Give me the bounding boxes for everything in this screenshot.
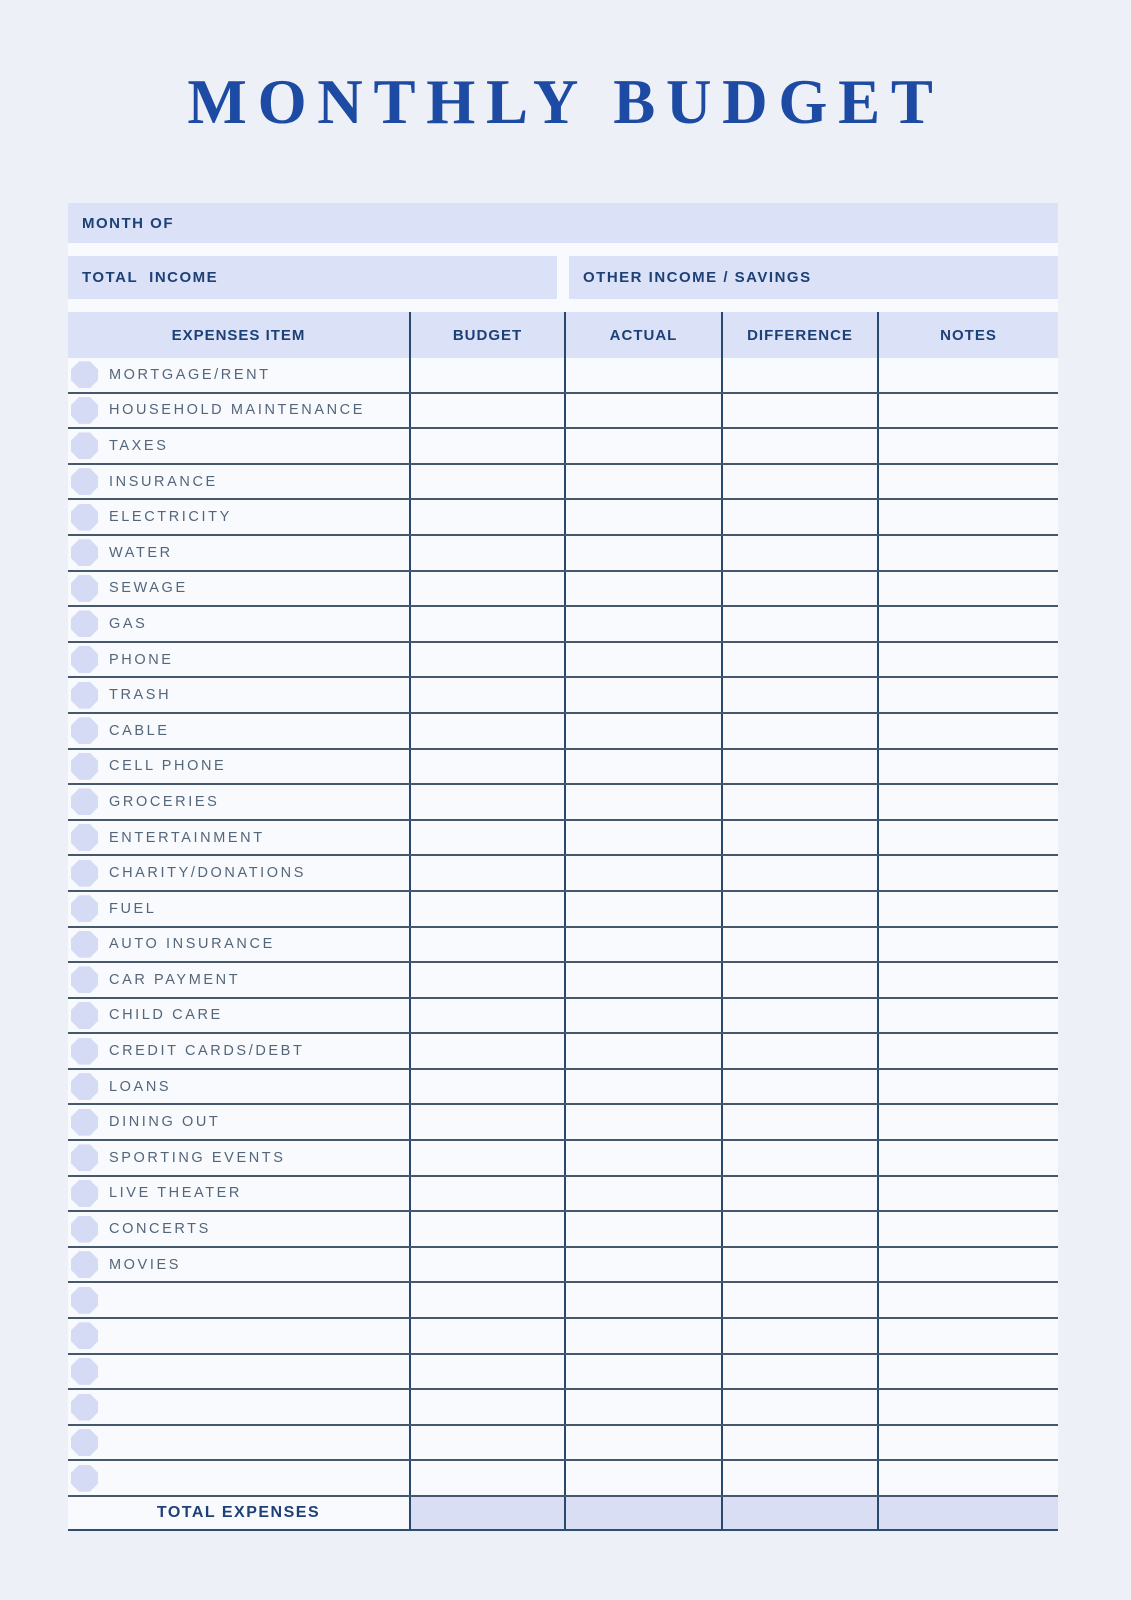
header-expenses-item: EXPENSES ITEM bbox=[171, 326, 306, 344]
actual-cell[interactable] bbox=[564, 572, 721, 606]
expense-item-label: MOVIES bbox=[109, 1256, 181, 1273]
table-row bbox=[68, 1319, 1058, 1355]
budget-cell[interactable] bbox=[409, 678, 564, 712]
notes-cell[interactable] bbox=[877, 785, 1058, 819]
notes-cell[interactable] bbox=[877, 1034, 1058, 1068]
notes-cell[interactable] bbox=[877, 394, 1058, 428]
difference-cell[interactable] bbox=[721, 1319, 877, 1353]
budget-cell[interactable] bbox=[409, 1212, 564, 1246]
budget-cell[interactable] bbox=[409, 1426, 564, 1460]
expense-item-label: DINING OUT bbox=[109, 1114, 221, 1131]
total-expenses-row bbox=[68, 1497, 1058, 1531]
budget-cell[interactable] bbox=[409, 536, 564, 570]
budget-cell[interactable] bbox=[409, 714, 564, 748]
notes-cell[interactable] bbox=[877, 536, 1058, 570]
table-row bbox=[68, 1390, 1058, 1426]
actual-cell[interactable] bbox=[564, 465, 721, 499]
table-row bbox=[68, 678, 1058, 714]
expense-item-cell bbox=[68, 1248, 409, 1282]
notes-cell[interactable] bbox=[877, 1319, 1058, 1353]
table-row bbox=[68, 465, 1058, 501]
bullet-icon bbox=[71, 966, 98, 993]
bullet-icon bbox=[71, 1251, 98, 1278]
expense-item-cell bbox=[68, 1070, 409, 1104]
actual-cell[interactable] bbox=[564, 1141, 721, 1175]
notes-cell[interactable] bbox=[877, 607, 1058, 641]
actual-cell[interactable] bbox=[564, 1177, 721, 1211]
table-row bbox=[68, 1283, 1058, 1319]
difference-cell[interactable] bbox=[721, 928, 877, 962]
difference-cell[interactable] bbox=[721, 643, 877, 677]
table-row bbox=[68, 892, 1058, 928]
bullet-icon bbox=[71, 1002, 98, 1029]
budget-cell[interactable] bbox=[409, 750, 564, 784]
difference-cell[interactable] bbox=[721, 572, 877, 606]
notes-cell[interactable] bbox=[877, 500, 1058, 534]
expense-item-cell bbox=[68, 1105, 409, 1139]
bullet-icon bbox=[71, 717, 98, 744]
table-row bbox=[68, 928, 1058, 964]
difference-cell[interactable] bbox=[721, 1426, 877, 1460]
actual-cell[interactable] bbox=[564, 856, 721, 890]
notes-cell[interactable] bbox=[877, 1070, 1058, 1104]
expense-item-label: SEWAGE bbox=[109, 580, 188, 597]
difference-cell[interactable] bbox=[721, 358, 877, 392]
table-row bbox=[68, 1141, 1058, 1177]
table-row bbox=[68, 785, 1058, 821]
table-row bbox=[68, 1070, 1058, 1106]
expense-item-label: HOUSEHOLD MAINTENANCE bbox=[109, 402, 366, 419]
bullet-icon bbox=[71, 1144, 98, 1171]
expense-item-cell bbox=[68, 572, 409, 606]
budget-cell[interactable] bbox=[409, 394, 564, 428]
budget-cell[interactable] bbox=[409, 892, 564, 926]
bullet-icon bbox=[71, 1465, 98, 1492]
notes-cell[interactable] bbox=[877, 1212, 1058, 1246]
total-actual-cell[interactable] bbox=[564, 1497, 721, 1529]
actual-cell[interactable] bbox=[564, 1390, 721, 1424]
actual-cell[interactable] bbox=[564, 536, 721, 570]
expense-item-cell bbox=[68, 856, 409, 890]
difference-cell[interactable] bbox=[721, 750, 877, 784]
actual-cell[interactable] bbox=[564, 1034, 721, 1068]
notes-cell[interactable] bbox=[877, 1105, 1058, 1139]
page-title: MONTHLY BUDGET bbox=[187, 67, 944, 137]
difference-cell[interactable] bbox=[721, 1461, 877, 1495]
difference-cell[interactable] bbox=[721, 1390, 877, 1424]
expenses-table bbox=[68, 312, 1058, 1531]
budget-cell[interactable] bbox=[409, 856, 564, 890]
table-row bbox=[68, 1105, 1058, 1141]
expense-item-cell bbox=[68, 394, 409, 428]
notes-cell[interactable] bbox=[877, 429, 1058, 463]
expense-item-cell bbox=[68, 1177, 409, 1211]
actual-cell[interactable] bbox=[564, 1461, 721, 1495]
notes-cell[interactable] bbox=[877, 572, 1058, 606]
other-income-savings-field[interactable] bbox=[569, 256, 1058, 299]
expense-item-cell bbox=[68, 678, 409, 712]
difference-cell[interactable] bbox=[721, 963, 877, 997]
bullet-icon bbox=[71, 1216, 98, 1243]
bullet-icon bbox=[71, 504, 98, 531]
table-row bbox=[68, 1212, 1058, 1248]
bullet-icon bbox=[71, 1073, 98, 1100]
difference-cell[interactable] bbox=[721, 1105, 877, 1139]
table-row bbox=[68, 856, 1058, 892]
budget-cell[interactable] bbox=[409, 821, 564, 855]
actual-cell[interactable] bbox=[564, 1283, 721, 1317]
budget-cell[interactable] bbox=[409, 928, 564, 962]
expense-item-cell bbox=[68, 714, 409, 748]
budget-cell[interactable] bbox=[409, 999, 564, 1033]
expense-item-cell bbox=[68, 1034, 409, 1068]
other-income-savings-label: OTHER INCOME / SAVINGS bbox=[583, 269, 812, 286]
actual-cell[interactable] bbox=[564, 714, 721, 748]
expense-item-cell bbox=[68, 999, 409, 1033]
table-row bbox=[68, 1177, 1058, 1213]
difference-cell[interactable] bbox=[721, 1283, 877, 1317]
header-notes: NOTES bbox=[877, 312, 1058, 358]
expense-item-label: AUTO INSURANCE bbox=[109, 936, 275, 953]
table-row bbox=[68, 394, 1058, 430]
budget-cell[interactable] bbox=[409, 429, 564, 463]
expense-item-cell bbox=[68, 892, 409, 926]
expense-item-label: CAR PAYMENT bbox=[109, 971, 241, 988]
budget-cell[interactable] bbox=[409, 1390, 564, 1424]
actual-cell[interactable] bbox=[564, 1105, 721, 1139]
expense-item-label: FUEL bbox=[109, 900, 157, 917]
expense-item-cell bbox=[68, 1212, 409, 1246]
table-body bbox=[68, 358, 1058, 1497]
difference-cell[interactable] bbox=[721, 607, 877, 641]
budget-cell[interactable] bbox=[409, 465, 564, 499]
difference-cell[interactable] bbox=[721, 536, 877, 570]
total-budget-cell[interactable] bbox=[409, 1497, 564, 1529]
total-notes-cell[interactable] bbox=[877, 1497, 1058, 1529]
notes-cell[interactable] bbox=[877, 928, 1058, 962]
total-expenses-label: TOTAL EXPENSES bbox=[156, 1504, 321, 1521]
expense-item-cell bbox=[68, 785, 409, 819]
header-budget: BUDGET bbox=[409, 312, 564, 358]
expense-item-label: GROCERIES bbox=[109, 793, 220, 810]
expense-item-cell bbox=[68, 429, 409, 463]
notes-cell[interactable] bbox=[877, 750, 1058, 784]
notes-cell[interactable] bbox=[877, 1248, 1058, 1282]
budget-sheet bbox=[68, 203, 1058, 1531]
expense-item-cell bbox=[68, 963, 409, 997]
difference-cell[interactable] bbox=[721, 678, 877, 712]
table-header-row bbox=[68, 312, 1058, 358]
expense-item-cell bbox=[68, 750, 409, 784]
table-row bbox=[68, 1034, 1058, 1070]
bullet-icon bbox=[71, 468, 98, 495]
expense-item-cell bbox=[68, 500, 409, 534]
bullet-icon bbox=[71, 1180, 98, 1207]
budget-cell[interactable] bbox=[409, 1461, 564, 1495]
expense-item-label: CABLE bbox=[109, 722, 170, 739]
bullet-icon bbox=[71, 1038, 98, 1065]
budget-cell[interactable] bbox=[409, 785, 564, 819]
expense-item-cell bbox=[68, 1319, 409, 1353]
expense-item-cell bbox=[68, 465, 409, 499]
actual-cell[interactable] bbox=[564, 999, 721, 1033]
difference-cell[interactable] bbox=[721, 1070, 877, 1104]
expense-item-label: SPORTING EVENTS bbox=[109, 1149, 286, 1166]
budget-cell[interactable] bbox=[409, 1177, 564, 1211]
difference-cell[interactable] bbox=[721, 429, 877, 463]
expense-item-cell bbox=[68, 536, 409, 570]
budget-cell[interactable] bbox=[409, 1248, 564, 1282]
budget-cell[interactable] bbox=[409, 1141, 564, 1175]
month-of-field[interactable] bbox=[68, 203, 1058, 243]
budget-cell[interactable] bbox=[409, 1355, 564, 1389]
expense-item-label: MORTGAGE/RENT bbox=[109, 366, 271, 383]
bullet-icon bbox=[71, 539, 98, 566]
actual-cell[interactable] bbox=[564, 1319, 721, 1353]
expense-item-cell bbox=[68, 821, 409, 855]
notes-cell[interactable] bbox=[877, 821, 1058, 855]
expense-item-label: TRASH bbox=[109, 687, 172, 704]
expense-item-label: WATER bbox=[109, 544, 173, 561]
notes-cell[interactable] bbox=[877, 643, 1058, 677]
total-difference-cell[interactable] bbox=[721, 1497, 877, 1529]
total-income-label: TOTAL INCOME bbox=[82, 269, 219, 286]
budget-cell[interactable] bbox=[409, 607, 564, 641]
actual-cell[interactable] bbox=[564, 607, 721, 641]
table-row bbox=[68, 999, 1058, 1035]
difference-cell[interactable] bbox=[721, 1355, 877, 1389]
difference-cell[interactable] bbox=[721, 892, 877, 926]
bullet-icon bbox=[71, 753, 98, 780]
expense-item-label: CHILD CARE bbox=[109, 1007, 223, 1024]
actual-cell[interactable] bbox=[564, 1426, 721, 1460]
difference-cell[interactable] bbox=[721, 394, 877, 428]
notes-cell[interactable] bbox=[877, 856, 1058, 890]
notes-cell[interactable] bbox=[877, 1426, 1058, 1460]
table-row bbox=[68, 429, 1058, 465]
expense-item-cell bbox=[68, 1141, 409, 1175]
notes-cell[interactable] bbox=[877, 714, 1058, 748]
budget-cell[interactable] bbox=[409, 358, 564, 392]
notes-cell[interactable] bbox=[877, 1283, 1058, 1317]
table-row bbox=[68, 821, 1058, 857]
table-row bbox=[68, 1461, 1058, 1497]
notes-cell[interactable] bbox=[877, 1141, 1058, 1175]
difference-cell[interactable] bbox=[721, 821, 877, 855]
budget-cell[interactable] bbox=[409, 1034, 564, 1068]
bullet-icon bbox=[71, 860, 98, 887]
bullet-icon bbox=[71, 361, 98, 388]
difference-cell[interactable] bbox=[721, 714, 877, 748]
month-of-label: MONTH OF bbox=[82, 214, 174, 232]
bullet-icon bbox=[71, 931, 98, 958]
actual-cell[interactable] bbox=[564, 1355, 721, 1389]
total-income-field[interactable] bbox=[68, 256, 557, 299]
bullet-icon bbox=[71, 824, 98, 851]
table-row bbox=[68, 358, 1058, 394]
bullet-icon bbox=[71, 1394, 98, 1421]
notes-cell[interactable] bbox=[877, 678, 1058, 712]
actual-cell[interactable] bbox=[564, 821, 721, 855]
actual-cell[interactable] bbox=[564, 1070, 721, 1104]
bullet-icon bbox=[71, 646, 98, 673]
notes-cell[interactable] bbox=[877, 358, 1058, 392]
expense-item-label: CHARITY/DONATIONS bbox=[109, 865, 306, 882]
notes-cell[interactable] bbox=[877, 999, 1058, 1033]
expense-item-label: ELECTRICITY bbox=[109, 509, 232, 526]
expense-item-label: GAS bbox=[109, 615, 148, 632]
notes-cell[interactable] bbox=[877, 1461, 1058, 1495]
notes-cell[interactable] bbox=[877, 465, 1058, 499]
notes-cell[interactable] bbox=[877, 1355, 1058, 1389]
expense-item-cell bbox=[68, 1283, 409, 1317]
actual-cell[interactable] bbox=[564, 429, 721, 463]
expense-item-label: CELL PHONE bbox=[109, 758, 227, 775]
expense-item-cell bbox=[68, 1426, 409, 1460]
bullet-icon bbox=[71, 575, 98, 602]
bullet-icon bbox=[71, 610, 98, 637]
actual-cell[interactable] bbox=[564, 500, 721, 534]
notes-cell[interactable] bbox=[877, 963, 1058, 997]
expense-item-cell bbox=[68, 358, 409, 392]
difference-cell[interactable] bbox=[721, 785, 877, 819]
bullet-icon bbox=[71, 1287, 98, 1314]
expense-item-label: INSURANCE bbox=[109, 473, 218, 490]
notes-cell[interactable] bbox=[877, 1177, 1058, 1211]
actual-cell[interactable] bbox=[564, 643, 721, 677]
budget-cell[interactable] bbox=[409, 1070, 564, 1104]
table-row bbox=[68, 643, 1058, 679]
bullet-icon bbox=[71, 895, 98, 922]
budget-cell[interactable] bbox=[409, 572, 564, 606]
expense-item-cell bbox=[68, 1390, 409, 1424]
difference-cell[interactable] bbox=[721, 1177, 877, 1211]
actual-cell[interactable] bbox=[564, 1248, 721, 1282]
expense-item-label: CREDIT CARDS/DEBT bbox=[109, 1043, 305, 1060]
expense-item-cell bbox=[68, 1355, 409, 1389]
difference-cell[interactable] bbox=[721, 856, 877, 890]
actual-cell[interactable] bbox=[564, 678, 721, 712]
actual-cell[interactable] bbox=[564, 928, 721, 962]
table-row bbox=[68, 714, 1058, 750]
budget-cell[interactable] bbox=[409, 1319, 564, 1353]
table-row bbox=[68, 1426, 1058, 1462]
table-row bbox=[68, 750, 1058, 786]
bullet-icon bbox=[71, 397, 98, 424]
difference-cell[interactable] bbox=[721, 465, 877, 499]
actual-cell[interactable] bbox=[564, 750, 721, 784]
bullet-icon bbox=[71, 1109, 98, 1136]
difference-cell[interactable] bbox=[721, 999, 877, 1033]
difference-cell[interactable] bbox=[721, 1212, 877, 1246]
difference-cell[interactable] bbox=[721, 500, 877, 534]
actual-cell[interactable] bbox=[564, 785, 721, 819]
table-row bbox=[68, 536, 1058, 572]
expense-item-label: ENTERTAINMENT bbox=[109, 829, 265, 846]
expense-item-label: PHONE bbox=[109, 651, 174, 668]
budget-cell[interactable] bbox=[409, 500, 564, 534]
actual-cell[interactable] bbox=[564, 963, 721, 997]
expense-item-label: CONCERTS bbox=[109, 1221, 211, 1238]
expense-item-label: TAXES bbox=[109, 437, 169, 454]
actual-cell[interactable] bbox=[564, 358, 721, 392]
expense-item-cell bbox=[68, 607, 409, 641]
budget-cell[interactable] bbox=[409, 643, 564, 677]
header-difference: DIFFERENCE bbox=[721, 312, 877, 358]
bullet-icon bbox=[71, 1358, 98, 1385]
difference-cell[interactable] bbox=[721, 1034, 877, 1068]
table-row bbox=[68, 1248, 1058, 1284]
bullet-icon bbox=[71, 788, 98, 815]
difference-cell[interactable] bbox=[721, 1248, 877, 1282]
actual-cell[interactable] bbox=[564, 1212, 721, 1246]
actual-cell[interactable] bbox=[564, 394, 721, 428]
table-row bbox=[68, 607, 1058, 643]
notes-cell[interactable] bbox=[877, 1390, 1058, 1424]
bullet-icon bbox=[71, 1429, 98, 1456]
bullet-icon bbox=[71, 1322, 98, 1349]
expense-item-label: LOANS bbox=[109, 1078, 172, 1095]
bullet-icon bbox=[71, 682, 98, 709]
budget-cell[interactable] bbox=[409, 963, 564, 997]
table-row bbox=[68, 1355, 1058, 1391]
table-row bbox=[68, 572, 1058, 608]
budget-cell[interactable] bbox=[409, 1283, 564, 1317]
expense-item-cell bbox=[68, 643, 409, 677]
expense-item-cell bbox=[68, 928, 409, 962]
expense-item-label: LIVE THEATER bbox=[109, 1185, 242, 1202]
table-row bbox=[68, 500, 1058, 536]
expense-item-cell bbox=[68, 1461, 409, 1495]
table-row bbox=[68, 963, 1058, 999]
budget-cell[interactable] bbox=[409, 1105, 564, 1139]
bullet-icon bbox=[71, 432, 98, 459]
difference-cell[interactable] bbox=[721, 1141, 877, 1175]
header-actual: ACTUAL bbox=[564, 312, 721, 358]
notes-cell[interactable] bbox=[877, 892, 1058, 926]
actual-cell[interactable] bbox=[564, 892, 721, 926]
